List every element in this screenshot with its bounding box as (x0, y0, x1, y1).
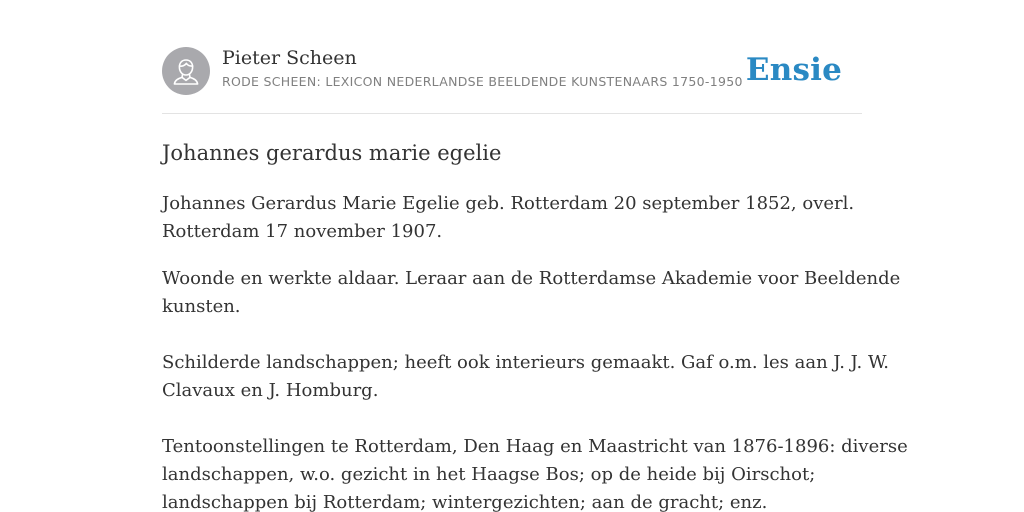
paragraph-line: Johannes Gerardus Marie Egelie geb. Rotterdam 20 september 1852, overl. (162, 193, 855, 214)
source-label[interactable]: RODE SCHEEN: LEXICON NEDERLANDSE BEELDENDE KUNSTENAARS 1750-1950 (222, 74, 743, 89)
article-paragraph (162, 190, 862, 246)
paragraph-line: landschappen bij Rotterdam; wintergezichten; aan de gracht; enz. (162, 492, 768, 512)
article-paragraph (162, 349, 890, 405)
user-icon[interactable] (162, 47, 210, 95)
article-paragraph (162, 265, 901, 321)
header-divider (162, 113, 862, 114)
article-header (162, 46, 862, 96)
paragraph-line: Woonde en werkte aldaar. Leraar aan de Rotterdamse Akademie voor Beeldende (162, 268, 901, 289)
paragraph-line: landschappen, w.o. gezicht in het Haagse Bos; op de heide bij Oirschot; (162, 464, 816, 485)
author-name[interactable]: Pieter Scheen (222, 47, 357, 69)
article-title: Johannes gerardus marie egelie (162, 141, 502, 165)
ensie-logo[interactable]: Ensie (745, 52, 842, 88)
paragraph-line: Rotterdam 17 november 1907. (162, 221, 443, 242)
user-icon-graphic (162, 47, 210, 95)
article-paragraph (162, 433, 908, 512)
paragraph-line: Clavaux en J. Homburg. (162, 380, 379, 401)
paragraph-line: Tentoonstellingen te Rotterdam, Den Haag en Maastricht van 1876-1896: diverse (162, 436, 908, 457)
paragraph-line: Schilderde landschappen; heeft ook interieurs gemaakt. Gaf o.m. les aan J. J. W. (162, 352, 890, 373)
paragraph-line: kunsten. (162, 296, 241, 317)
